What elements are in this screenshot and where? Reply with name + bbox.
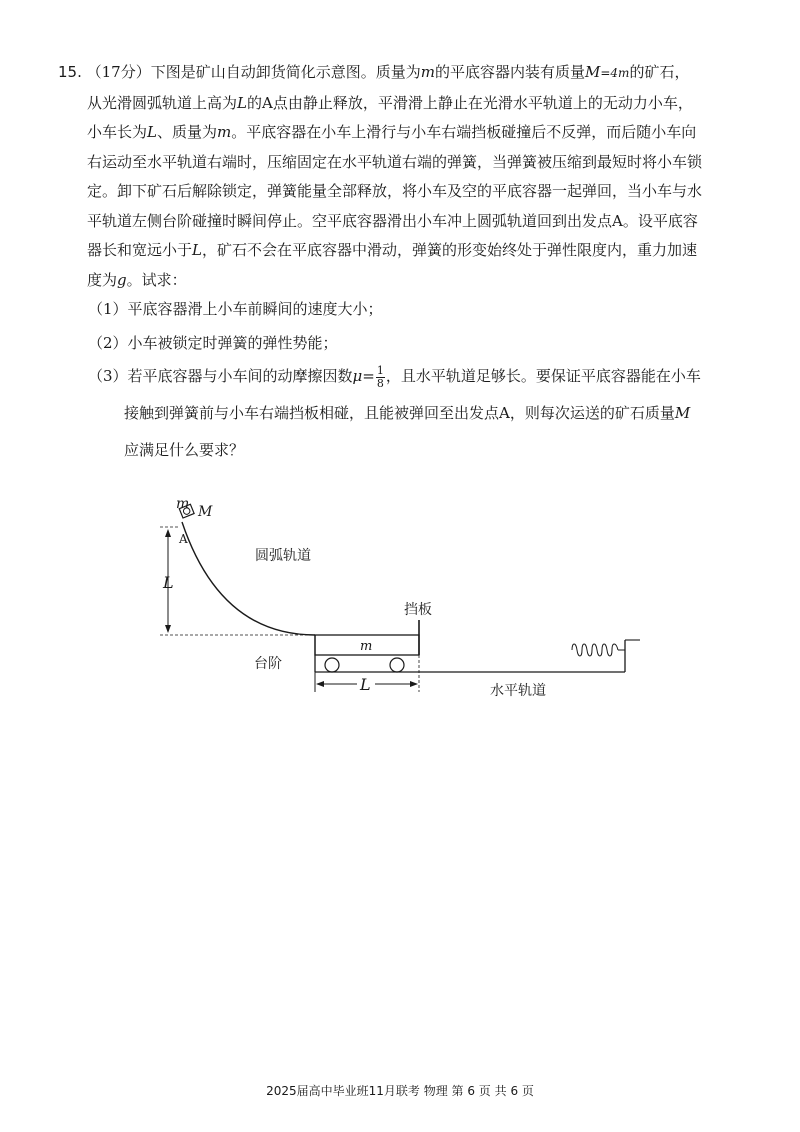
label-cart-m: m bbox=[360, 639, 373, 654]
label-A: A bbox=[179, 532, 188, 546]
stem-line-1: 15. （17分）下图是矿山自动卸货简化示意图。质量为m的平底容器内装有质量M=4m的矿石， bbox=[58, 63, 690, 81]
stem-line-2: 从光滑圆弧轨道上高为L的A点由静止释放，平滑滑上静止在光滑水平轨道上的无动力小车， bbox=[87, 93, 693, 112]
problem-number: 15. bbox=[58, 63, 82, 81]
length-arrow-left-head bbox=[316, 681, 324, 687]
setup-diagram bbox=[150, 490, 650, 705]
arc-track bbox=[182, 522, 315, 635]
label-m-top: m bbox=[176, 496, 190, 512]
problem-15 bbox=[58, 58, 748, 469]
cart-wheel-left bbox=[325, 658, 339, 672]
height-arrow-up-head bbox=[165, 529, 171, 537]
label-L-height: L bbox=[163, 573, 174, 592]
page-footer: 2025届高中毕业班11月联考 物理 第 6 页 共 6 页 bbox=[266, 1084, 534, 1098]
label-L-length: L bbox=[360, 675, 371, 694]
label-step: 台阶 bbox=[254, 656, 282, 672]
stem-line-7: 器长和宽远小于L，矿石不会在平底容器中滑动，弹簧的形变始终处于弹性限度内，重力加速 bbox=[87, 241, 697, 259]
label-baffle: 挡板 bbox=[404, 602, 432, 618]
spring bbox=[572, 644, 625, 656]
stem-line-5: 定。卸下矿石后解除锁定，弹簧能量全部释放，将小车及空的平底容器一起弹回，当小车与水 bbox=[87, 182, 703, 200]
cart-wheel-right bbox=[390, 658, 404, 672]
problem-points: （17分） bbox=[86, 63, 151, 81]
stem-line-8: 度为g。试求： bbox=[87, 270, 187, 289]
problem-stem bbox=[58, 58, 748, 469]
stem-line-4: 右运动至水平轨道右端时，压缩固定在水平轨道右端的弹簧，当弹簧被压缩到最短时将小车锁 bbox=[87, 152, 703, 171]
question-3: （3）若平底容器与小车间的动摩擦因数μ= $\frac{1}{8}$ ，且水平轨道足够长。要保证平底容器能在小车 bbox=[88, 363, 701, 390]
label-M-top: M bbox=[198, 504, 213, 520]
label-arc: 圆弧轨道 bbox=[255, 548, 311, 564]
label-track: 水平轨道 bbox=[490, 683, 546, 699]
question-1: （1）平底容器滑上小车前瞬间的速度大小； bbox=[88, 300, 383, 318]
stem-line-6: 平轨道左侧台阶碰撞时瞬间停止。空平底容器滑出小车冲上圆弧轨道回到出发点A。设平底容 bbox=[87, 211, 698, 230]
question-3-end: 应满足什么要求？ bbox=[124, 441, 245, 459]
question-2: （2）小车被锁定时弹簧的弹性势能； bbox=[88, 333, 338, 352]
fraction-one-eighth: $\frac{1}{8}$ bbox=[376, 363, 384, 390]
stem-line-3: 小车长为L、质量为m。平底容器在小车上滑行与小车右端挡板碰撞后不反弹，而后随小车向 bbox=[87, 123, 697, 141]
question-3-cont: 接触到弹簧前与小车右端挡板相碰，且能被弹回至出发点A，则每次运送的矿石质量M bbox=[124, 404, 691, 422]
height-arrow-down-head bbox=[165, 625, 171, 633]
length-arrow-right-head bbox=[410, 681, 418, 687]
